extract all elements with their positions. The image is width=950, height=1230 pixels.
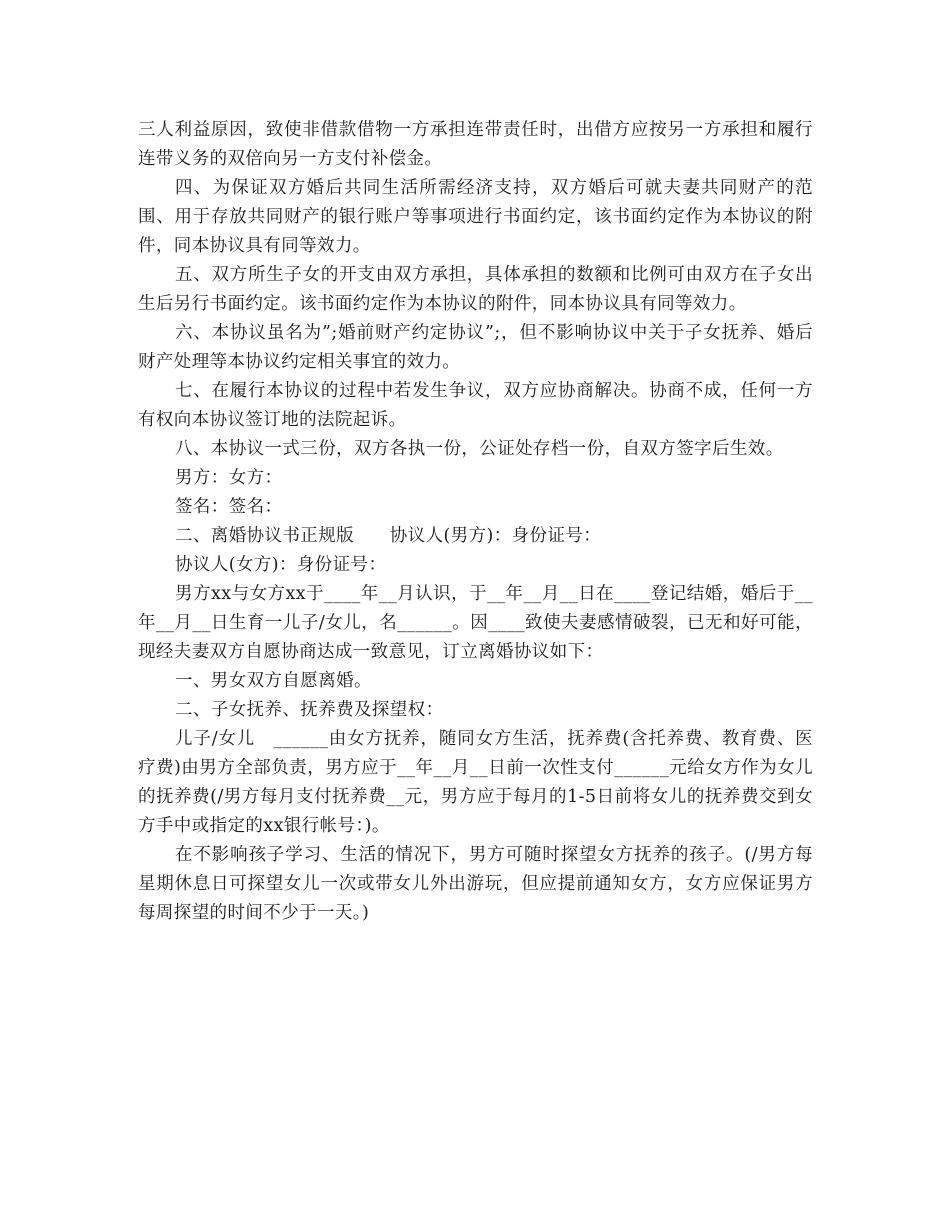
- paragraph-clause-6: 六、本协议虽名为”;婚前财产约定协议”;，但不影响协议中关于子女抚养、婚后财产处理等本协议约定相关事宜的效力。: [138, 323, 813, 372]
- paragraph-clause-7: 七、在履行本协议的过程中若发生争议，双方应协商解决。协商不成，任何一方有权向本协议签订地的法院起诉。: [138, 381, 813, 430]
- document-body: [138, 116, 813, 928]
- paragraph-clause-5: 五、双方所生子女的开支由双方承担，具体承担的数额和比例可由双方在子女出生后另行书面约定。该书面约定作为本协议的附件，同本协议具有同等效力。: [138, 265, 813, 314]
- party-female-line: 协议人(女方)：身份证号：: [175, 555, 387, 575]
- paragraph-divorce-clause-1: 一、男女双方自愿离婚。: [175, 671, 372, 691]
- paragraph-marriage-background: 男方xx与女方xx于____年__月认识，于__年__月__日在____登记结婚，婚后于__年__月__日生育一儿子/女儿，名______。因____致使夫妻感情破裂，已无和好可能，现经夫妻双方自愿协商达成一致意见，订立离婚协议如下：: [138, 584, 813, 662]
- paragraph-clause-8: 八、本协议一式三份，双方各执一份，公证处存档一份，自双方签字后生效。: [175, 439, 784, 459]
- paragraph-divorce-clause-2: 二、子女抚养、抚养费及探望权：: [175, 700, 444, 720]
- section-heading-divorce-agreement: 二、离婚协议书正规版 协议人(男方)：身份证号：: [175, 526, 602, 546]
- signature-names-line: 签名：签名：: [175, 497, 283, 517]
- paragraph-child-support: 儿子/女儿 ______由女方抚养，随同女方生活，抚养费(含托养费、教育费、医疗费)由男方全部负责，男方应于__年__月__日前一次性支付______元给女方作为女儿的抚养费(/男方每月支付抚养费__元，男方应于每月的1-5日前将女儿的抚养费交到女方手中或指定的xx银行帐号：)。: [138, 729, 813, 836]
- paragraph-visitation: 在不影响孩子学习、生活的情况下，男方可随时探望女方抚养的孩子。(/男方每星期休息日可探望女儿一次或带女儿外出游玩，但应提前通知女方，女方应保证男方每周探望的时间不少于一天。): [138, 845, 813, 923]
- paragraph-carryover: 三人利益原因，致使非借款借物一方承担连带责任时，出借方应按另一方承担和履行连带义务的双倍向另一方支付补偿金。: [138, 120, 813, 169]
- signature-parties-line: 男方：女方：: [175, 468, 283, 488]
- paragraph-clause-4: 四、为保证双方婚后共同生活所需经济支持，双方婚后可就夫妻共同财产的范围、用于存放共同财产的银行账户等事项进行书面约定，该书面约定作为本协议的附件，同本协议具有同等效力。: [138, 178, 813, 256]
